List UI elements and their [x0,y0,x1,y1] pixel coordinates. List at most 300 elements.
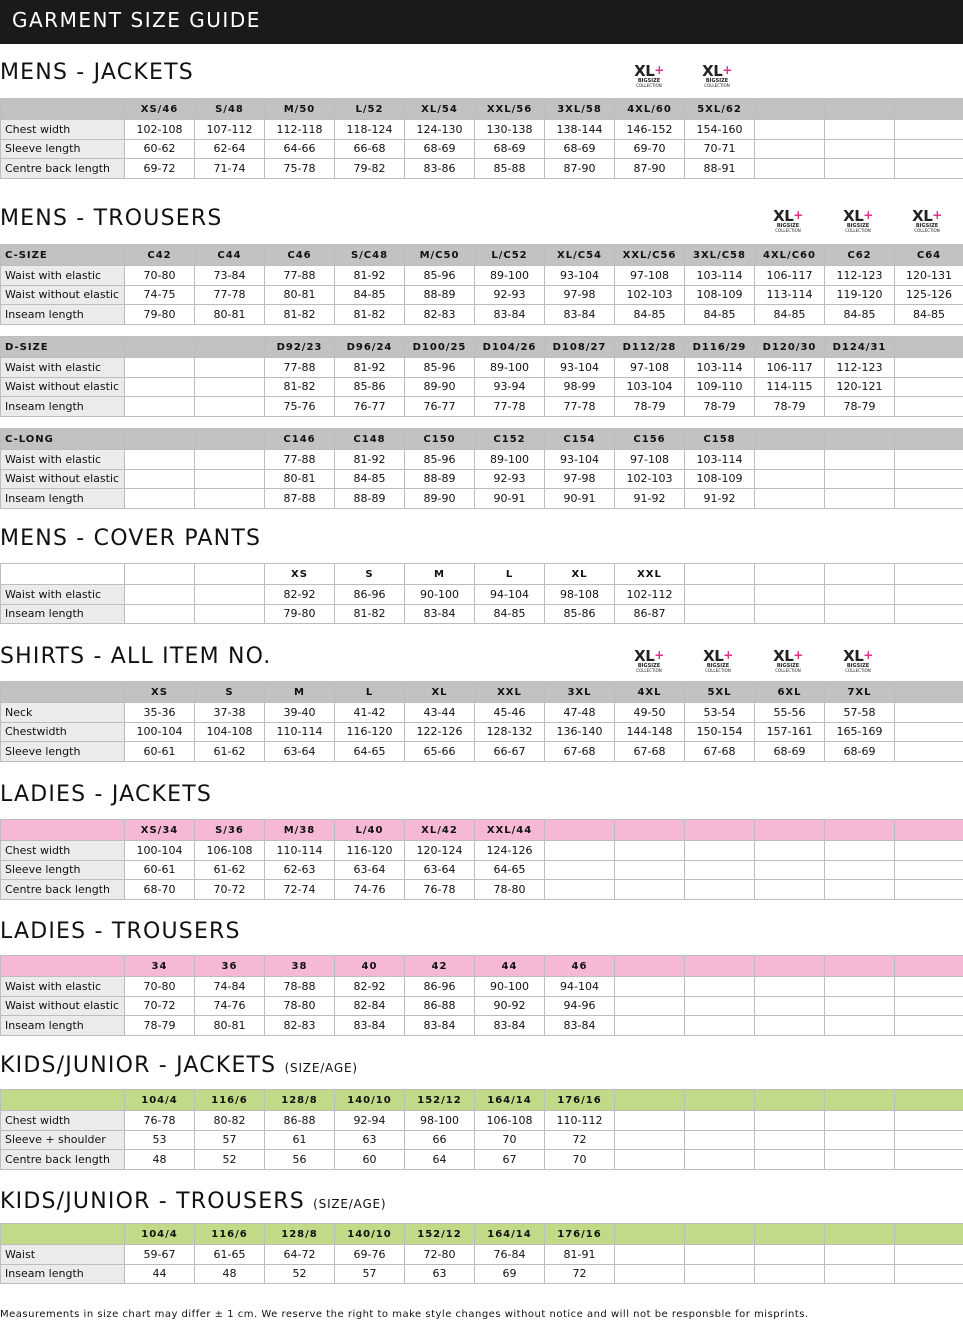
measurement-value: 106-108 [475,1111,545,1131]
measurement-value: 84-85 [685,305,755,325]
kids-jackets-subtitle: (SIZE/AGE) [284,1061,358,1075]
measurement-value [195,377,265,397]
measurement-value: 98-100 [405,1111,475,1131]
measurement-value [825,977,895,997]
measurement-value [125,377,195,397]
xl-bigsize-logo: XL+ BIGSIZE COLLECTION [843,647,873,673]
size-header: M/50 [265,99,335,120]
table-row [1,159,963,179]
measurement-value: 67-68 [615,742,685,762]
table-header-row [1,956,963,977]
size-header: D92/23 [265,337,335,358]
measurement-value: 79-80 [125,305,195,325]
measurement-value: 112-118 [265,120,335,140]
size-header: D112/28 [615,337,685,358]
measurement-value: 102-112 [615,585,685,605]
size-header: XXL [615,564,685,585]
measurement-value: 47-48 [545,703,615,723]
measurement-value [895,489,963,509]
size-header: 104/4 [125,1224,195,1245]
measurement-value [825,1130,895,1150]
measurement-value: 64-65 [335,742,405,762]
measurement-value: 77-88 [265,358,335,378]
measurement-value: 87-88 [265,489,335,509]
table-mens-trousers-d-size [0,336,963,417]
measurement-value [755,1150,825,1170]
size-header: C150 [405,429,475,450]
measurement-value: 55-56 [755,703,825,723]
measurement-value: 81-91 [545,1245,615,1265]
measurement-value: 76-78 [125,1111,195,1131]
table-row [1,120,963,140]
table-row [1,604,963,624]
measurement-value: 97-108 [615,266,685,286]
measurement-value [825,880,895,900]
size-header [615,1224,685,1245]
size-header [755,956,825,977]
size-header: C44 [195,245,265,266]
measurement-value: 122-126 [405,722,475,742]
size-header [615,820,685,841]
size-header [125,337,195,358]
size-header [755,99,825,120]
measurement-value: 81-82 [265,377,335,397]
measurement-value: 86-88 [405,996,475,1016]
measurement-value [125,450,195,470]
size-header [125,564,195,585]
size-header: XXL [475,682,545,703]
measurement-value [895,703,963,723]
measurement-value [615,996,685,1016]
measurement-value: 82-92 [335,977,405,997]
measurement-value [755,996,825,1016]
measurement-value [825,604,895,624]
measurement-label: Waist with elastic [1,977,125,997]
size-header [685,1224,755,1245]
measurement-value [685,1111,755,1131]
measurement-value: 92-93 [475,469,545,489]
measurement-value [895,159,963,179]
measurement-value: 116-120 [335,722,405,742]
measurement-value: 62-63 [265,860,335,880]
measurement-value [125,604,195,624]
size-header: 44 [475,956,545,977]
measurement-value: 103-114 [685,266,755,286]
size-header: 3XL [545,682,615,703]
measurement-value: 59-67 [125,1245,195,1265]
table-row [1,489,963,509]
measurement-value [825,139,895,159]
measurement-value: 84-85 [615,305,685,325]
size-header: 164/14 [475,1224,545,1245]
measurement-value: 78-79 [755,397,825,417]
size-header: D108/27 [545,337,615,358]
measurement-value: 94-96 [545,996,615,1016]
size-header: D124/31 [825,337,895,358]
size-header [755,564,825,585]
size-header: XL [545,564,615,585]
measurement-value: 98-108 [545,585,615,605]
measurement-value [825,860,895,880]
measurement-value: 68-69 [475,139,545,159]
measurement-value: 82-84 [335,996,405,1016]
measurement-value: 100-104 [125,841,195,861]
measurement-value: 84-85 [475,604,545,624]
measurement-value: 103-114 [685,358,755,378]
measurement-value: 93-104 [545,266,615,286]
measurement-value: 89-90 [405,377,475,397]
size-header: XS [125,682,195,703]
measurement-label: Centre back length [1,1150,125,1170]
size-header: C64 [895,245,963,266]
measurement-value: 78-79 [615,397,685,417]
measurement-value: 74-76 [195,996,265,1016]
measurement-value [895,1150,963,1170]
measurement-value: 67-68 [685,742,755,762]
measurement-label: Inseam length [1,1016,125,1036]
measurement-value: 144-148 [615,722,685,742]
size-header: D104/26 [475,337,545,358]
measurement-value: 60-61 [125,860,195,880]
size-header [755,820,825,841]
size-header [685,1090,755,1111]
measurement-value [615,1264,685,1284]
size-header: M/C50 [405,245,475,266]
measurement-value: 77-78 [545,397,615,417]
table-row [1,469,963,489]
measurement-value: 113-114 [755,285,825,305]
measurement-label: Waist without elastic [1,469,125,489]
measurement-value: 68-69 [825,742,895,762]
size-header: D116/29 [685,337,755,358]
measurement-value: 71-74 [195,159,265,179]
measurement-value: 52 [195,1150,265,1170]
measurement-value: 120-131 [895,266,963,286]
measurement-value [195,450,265,470]
measurement-value: 78-79 [685,397,755,417]
size-header: 116/6 [195,1090,265,1111]
table-row [1,742,963,762]
measurement-value: 63-64 [265,742,335,762]
size-header: 46 [545,956,615,977]
measurement-value [755,120,825,140]
measurement-label: Centre back length [1,159,125,179]
measurement-value [755,604,825,624]
table-row [1,1111,963,1131]
measurement-value: 82-83 [405,305,475,325]
measurement-value [195,358,265,378]
table-row [1,585,963,605]
measurement-value [895,977,963,997]
size-header [195,429,265,450]
xl-bigsize-logo: XL+ BIGSIZE COLLECTION [702,62,732,88]
size-header: M/38 [265,820,335,841]
measurement-value: 87-90 [615,159,685,179]
kids-trousers-subtitle: (SIZE/AGE) [313,1197,387,1211]
size-header: L [475,564,545,585]
size-header [895,682,963,703]
size-header: XS [265,564,335,585]
measurement-label: Sleeve + shoulder [1,1130,125,1150]
measurement-value: 72 [545,1130,615,1150]
measurement-label: Centre back length [1,880,125,900]
measurement-value [545,841,615,861]
size-header: C152 [475,429,545,450]
measurement-value [895,860,963,880]
measurement-value: 83-84 [545,1016,615,1036]
measurement-value: 85-86 [545,604,615,624]
measurement-value: 85-96 [405,358,475,378]
measurement-value: 77-88 [265,450,335,470]
size-header [615,1090,685,1111]
measurement-value: 83-84 [475,1016,545,1036]
measurement-value: 78-79 [125,1016,195,1036]
measurement-value [685,1016,755,1036]
measurement-value: 61-62 [195,860,265,880]
size-header: 3XL/C58 [685,245,755,266]
measurement-value: 67 [475,1150,545,1170]
header-label [1,564,125,585]
section-title-ladies-jackets: LADIES - JACKETS [0,782,213,807]
measurement-label: Chestwidth [1,722,125,742]
measurement-value: 60-61 [125,742,195,762]
size-header: D100/25 [405,337,475,358]
size-header: XL/42 [405,820,475,841]
size-header: S/48 [195,99,265,120]
measurement-value: 80-81 [195,305,265,325]
measurement-value [895,996,963,1016]
size-header [895,1224,963,1245]
measurement-value: 109-110 [685,377,755,397]
measurement-value [755,1016,825,1036]
xl-bigsize-logo: XL+ BIGSIZE COLLECTION [843,207,873,233]
size-header [685,564,755,585]
measurement-value [615,1111,685,1131]
table-row [1,139,963,159]
measurement-value [825,1150,895,1170]
measurement-value [825,469,895,489]
size-header: 152/12 [405,1090,475,1111]
measurement-value: 85-96 [405,450,475,470]
measurement-value [195,585,265,605]
table-row [1,1245,963,1265]
size-header: C148 [335,429,405,450]
measurement-value: 120-124 [405,841,475,861]
size-header: 6XL [755,682,825,703]
measurement-value [755,489,825,509]
header-label [1,682,125,703]
measurement-value: 97-98 [545,469,615,489]
measurement-value: 97-108 [615,358,685,378]
measurement-value: 112-123 [825,266,895,286]
measurement-value: 102-103 [615,469,685,489]
measurement-value: 90-92 [475,996,545,1016]
measurement-value: 86-96 [335,585,405,605]
measurement-value [755,585,825,605]
measurement-value: 70-80 [125,266,195,286]
measurement-value: 88-89 [335,489,405,509]
measurement-value: 70-71 [685,139,755,159]
size-header [755,429,825,450]
measurement-value: 124-126 [475,841,545,861]
measurement-value [125,469,195,489]
measurement-value [615,1245,685,1265]
size-header: 4XL/60 [615,99,685,120]
measurement-value: 116-120 [335,841,405,861]
measurement-value: 64-65 [475,860,545,880]
measurement-value [825,120,895,140]
xl-bigsize-logo: XL+ BIGSIZE COLLECTION [773,207,803,233]
size-header [895,337,963,358]
measurement-value: 84-85 [825,305,895,325]
measurement-value [755,469,825,489]
table-row [1,397,963,417]
section-title-kids-trousers [0,1189,386,1214]
size-header [825,956,895,977]
measurement-value: 69-76 [335,1245,405,1265]
measurement-value: 73-84 [195,266,265,286]
measurement-value: 86-87 [615,604,685,624]
measurement-value: 94-104 [545,977,615,997]
measurement-label: Chest width [1,841,125,861]
size-header: XXL/C56 [615,245,685,266]
measurement-value: 78-79 [825,397,895,417]
size-header [825,1224,895,1245]
measurement-value: 72-74 [265,880,335,900]
measurement-value: 104-108 [195,722,265,742]
measurement-value: 88-89 [405,285,475,305]
table-row [1,860,963,880]
table-header-row [1,564,963,585]
size-header: 34 [125,956,195,977]
size-header: 7XL [825,682,895,703]
measurement-value: 44 [125,1264,195,1284]
measurement-value: 125-126 [895,285,963,305]
measurement-value [895,841,963,861]
measurement-value: 97-108 [615,450,685,470]
measurement-value: 83-84 [405,1016,475,1036]
measurement-value [545,860,615,880]
measurement-value: 90-100 [405,585,475,605]
measurement-value: 77-88 [265,266,335,286]
measurement-value [895,742,963,762]
measurement-value: 81-82 [265,305,335,325]
measurement-value: 120-121 [825,377,895,397]
size-header: M [265,682,335,703]
measurement-value [895,1130,963,1150]
measurement-value [755,977,825,997]
measurement-value: 63-64 [335,860,405,880]
size-header [895,564,963,585]
size-header: XL/54 [405,99,475,120]
measurement-value: 84-85 [895,305,963,325]
measurement-value: 85-88 [475,159,545,179]
measurement-value: 81-92 [335,358,405,378]
measurement-value: 70-72 [195,880,265,900]
size-header: 128/8 [265,1090,335,1111]
table-ladies-jackets [0,819,963,900]
measurement-value: 72-80 [405,1245,475,1265]
measurement-value: 57 [195,1130,265,1150]
kids-trousers-title: KIDS/JUNIOR - TROUSERS [0,1189,305,1214]
measurement-value: 103-104 [615,377,685,397]
measurement-value: 93-104 [545,450,615,470]
measurement-value [685,1264,755,1284]
measurement-value [685,1150,755,1170]
measurement-value [685,977,755,997]
measurement-label: Waist with elastic [1,266,125,286]
size-header [825,429,895,450]
measurement-value: 119-120 [825,285,895,305]
header-label [1,1090,125,1111]
measurement-value: 82-83 [265,1016,335,1036]
measurement-value: 93-94 [475,377,545,397]
measurement-value: 87-90 [545,159,615,179]
measurement-label: Sleeve length [1,860,125,880]
size-header: S [195,682,265,703]
measurement-value: 62-64 [195,139,265,159]
measurement-value: 43-44 [405,703,475,723]
size-header [685,956,755,977]
measurement-value: 61-65 [195,1245,265,1265]
measurement-value: 92-94 [335,1111,405,1131]
measurement-value: 90-100 [475,977,545,997]
measurement-value: 81-92 [335,266,405,286]
measurement-value: 74-76 [335,880,405,900]
measurement-value: 70-80 [125,977,195,997]
measurement-value: 89-100 [475,266,545,286]
measurement-value [755,1264,825,1284]
measurement-value [895,1016,963,1036]
size-header [895,99,963,120]
size-header [895,956,963,977]
measurement-value: 78-80 [265,996,335,1016]
measurement-value [125,358,195,378]
measurement-value: 124-130 [405,120,475,140]
size-header: XL [405,682,475,703]
measurement-value: 76-77 [335,397,405,417]
measurement-value [755,880,825,900]
measurement-value: 65-66 [405,742,475,762]
measurement-label: Waist without elastic [1,996,125,1016]
size-header: 128/8 [265,1224,335,1245]
measurement-value [755,159,825,179]
table-row [1,703,963,723]
section-title-kids-jackets [0,1053,358,1078]
page-title: GARMENT SIZE GUIDE [12,8,261,32]
measurement-value: 94-104 [475,585,545,605]
measurement-value: 82-92 [265,585,335,605]
size-header: L [335,682,405,703]
table-row [1,285,963,305]
size-header [825,99,895,120]
size-header: XXL/44 [475,820,545,841]
measurement-value: 98-99 [545,377,615,397]
measurement-value: 102-103 [615,285,685,305]
measurement-value: 57-58 [825,703,895,723]
measurement-value: 85-86 [335,377,405,397]
measurement-value [545,880,615,900]
size-header: XS/34 [125,820,195,841]
measurement-value [615,1016,685,1036]
measurement-value: 60-62 [125,139,195,159]
header-label [1,820,125,841]
size-header: 176/16 [545,1224,615,1245]
measurement-value: 102-108 [125,120,195,140]
measurement-value [825,450,895,470]
measurement-value: 106-117 [755,266,825,286]
size-header: 140/10 [335,1090,405,1111]
